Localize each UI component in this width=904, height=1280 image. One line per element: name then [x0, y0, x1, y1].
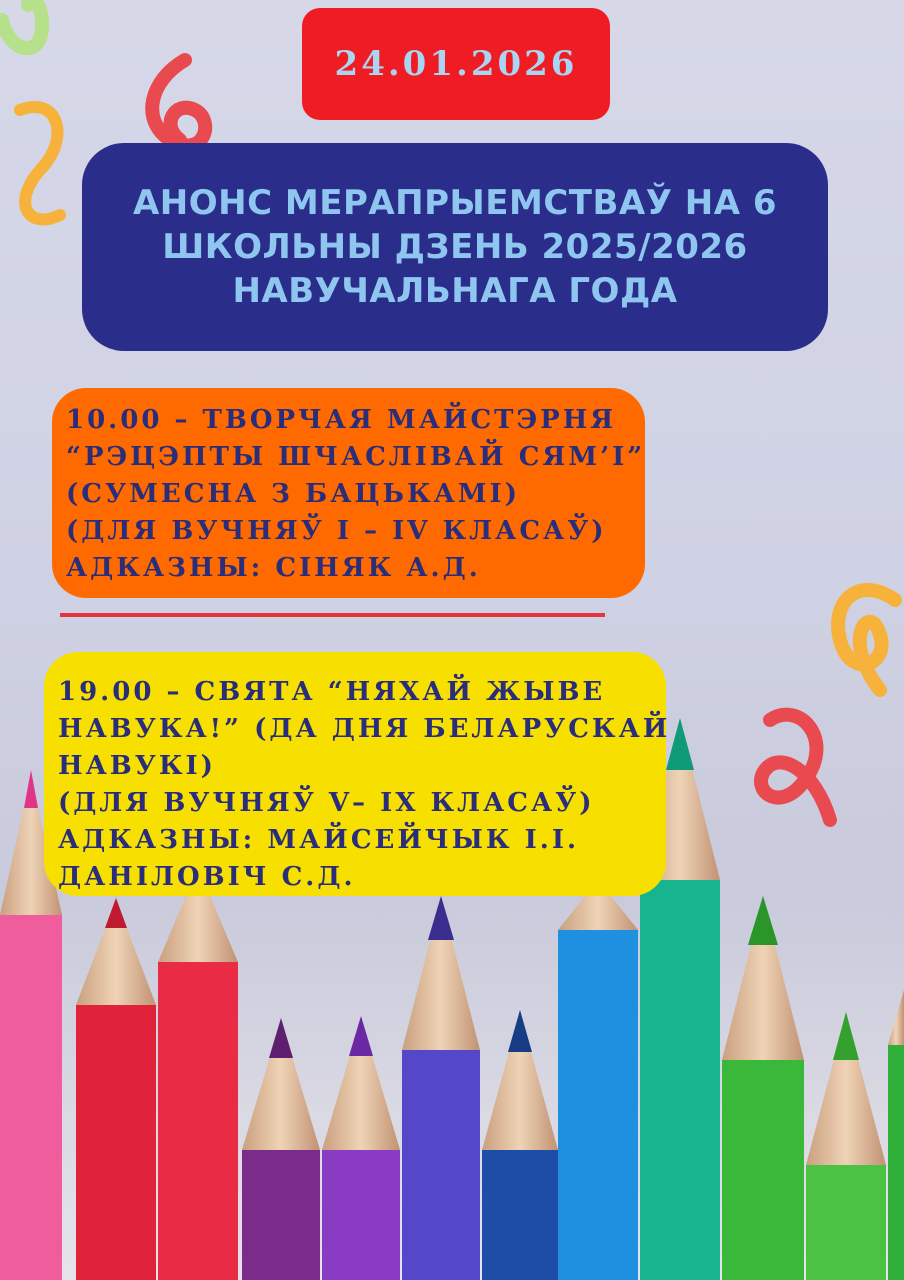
event-line: (ДЛЯ ВУЧНЯЎ V– ІХ КЛАСАЎ)	[58, 788, 595, 818]
light-green-pencil	[806, 1012, 886, 1280]
event-card-morning	[52, 388, 645, 598]
event-date: 24.01.2026	[334, 44, 578, 84]
title-line: НАВУЧАЛЬНАГА ГОДА	[232, 271, 678, 311]
title-line: ШКОЛЬНЫ ДЗЕНЬ 2025/2026	[162, 227, 748, 267]
section-divider	[60, 613, 605, 617]
violet-pencil	[322, 1016, 400, 1280]
dark-purple-pencil	[242, 1018, 320, 1280]
event-line: НАВУКІ)	[58, 751, 216, 781]
event-line: ДАНІЛОВІЧ С.Д.	[58, 862, 356, 892]
edge-green-pencil	[888, 990, 904, 1280]
title-banner	[82, 143, 828, 351]
date-badge	[302, 8, 610, 120]
sky-blue-pencil	[558, 880, 638, 1280]
event-line: АДКАЗНЫ: МАЙСЕЙЧЫК І.І.	[58, 825, 580, 855]
event-line: (СУМЕСНА З БАЦЬКАМІ)	[66, 479, 521, 509]
crimson-pencil	[158, 868, 238, 1280]
red-pencil	[76, 898, 156, 1280]
navy-pencil	[482, 1010, 558, 1280]
event-line: 19.00 – СВЯТА “НЯХАЙ ЖЫВЕ	[58, 677, 606, 707]
event-line: “РЭЦЭПТЫ ШЧАСЛІВАЙ СЯМ’І”	[66, 442, 646, 472]
title-line: АНОНС МЕРАПРЫЕМСТВАЎ НА 6	[132, 183, 778, 223]
event-line: 10.00 – ТВОРЧАЯ МАЙСТЭРНЯ	[66, 405, 617, 435]
event-card-evening	[44, 652, 671, 896]
green-pencil	[722, 896, 804, 1280]
event-line: (ДЛЯ ВУЧНЯЎ І – ІV КЛАСАЎ)	[66, 516, 607, 546]
poster-title	[109, 181, 801, 313]
event-line: АДКАЗНЫ: СІНЯК А.Д.	[66, 553, 481, 583]
indigo-pencil	[402, 896, 480, 1280]
event-line: НАВУКА!” (ДА ДНЯ БЕЛАРУСКАЙ	[58, 714, 671, 744]
